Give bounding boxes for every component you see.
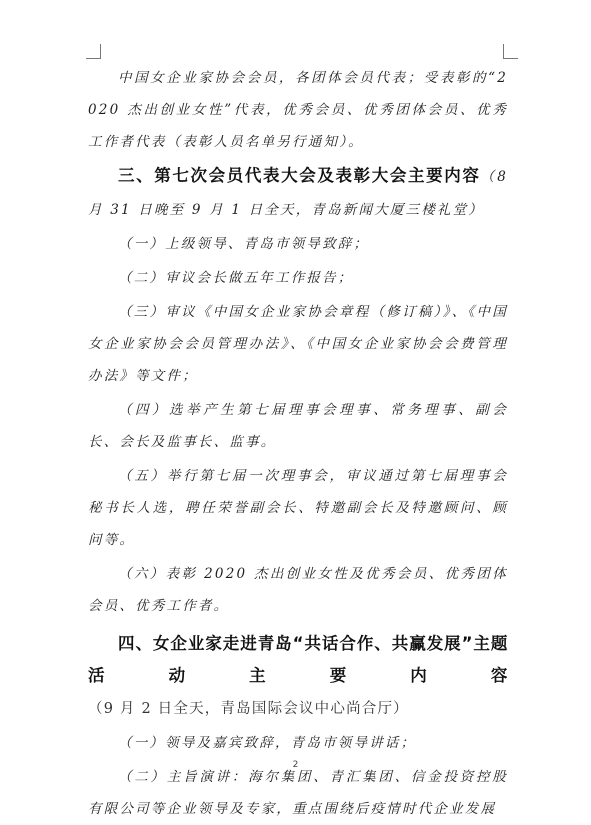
paragraph-text: （二）审议会长做五年工作报告； bbox=[118, 270, 354, 286]
section-heading-3 bbox=[88, 160, 508, 226]
crop-mark-top-right bbox=[503, 44, 518, 59]
page-content bbox=[88, 62, 508, 825]
list-item-3-3 bbox=[88, 296, 508, 392]
list-item-3-6 bbox=[88, 558, 508, 622]
paragraph-text: （一）领导及嘉宾致辞，青岛市领导讲话； bbox=[118, 735, 417, 751]
list-item-4-2 bbox=[88, 761, 508, 825]
section-heading-4 bbox=[88, 628, 508, 725]
paragraph-text: （二）主旨演讲：海尔集团、青汇集团、信金投资控股有限公司等企业领导及专家，重点围绕后疫情时代企业发展 bbox=[88, 769, 508, 817]
paragraph-text: （四）选举产生第七届理事会理事、常务理事、副会长、会长及监事长、监事。 bbox=[88, 402, 508, 450]
heading-text: 三、第七次会员代表大会及表彰大会主要内容 bbox=[118, 166, 481, 185]
paragraph-text: （五）举行第七届一次理事会，审议通过第七届理事会秘书长人选，聘任荣誉副会长、特邀副会长及特邀顾问、顾问等。 bbox=[88, 468, 508, 548]
paragraph-attendees bbox=[88, 62, 508, 158]
heading-note: （8 月 31 日晚至 9 月 1 日全天，青岛新闻大厦三楼礼堂） bbox=[88, 169, 508, 218]
paragraph-text: （六）表彰 2020 杰出创业女性及优秀会员、优秀团体会员、优秀工作者。 bbox=[88, 566, 508, 614]
paragraph-text: 中国女企业家协会会员，各团体会员代表；受表彰的“2020 杰出创业女性”代表，优秀会员、优秀团体会员、优秀工作者代表（表彰人员名单另行通知）。 bbox=[88, 70, 508, 150]
paragraph-text: （一）上级领导、青岛市领导致辞； bbox=[118, 236, 370, 252]
heading-text: 四、女企业家走进青岛“共话合作、共赢发展”主题活动主要内容 bbox=[88, 634, 508, 685]
heading-note: （9 月 2 日全天，青岛国际会议中心尚合厅） bbox=[88, 701, 409, 717]
crop-mark-top-left bbox=[86, 44, 101, 59]
page-number: 2 bbox=[292, 760, 299, 770]
list-item-3-2 bbox=[88, 262, 508, 294]
list-item-3-5 bbox=[88, 460, 508, 556]
paragraph-text: （三）审议《中国女企业家协会章程（修订稿）》、《中国女企业家协会会员管理办法》、《中国女企业家协会会费管理办法》等文件； bbox=[88, 304, 508, 384]
list-item-4-1 bbox=[88, 727, 508, 759]
list-item-3-1 bbox=[88, 228, 508, 260]
list-item-3-4 bbox=[88, 394, 508, 458]
